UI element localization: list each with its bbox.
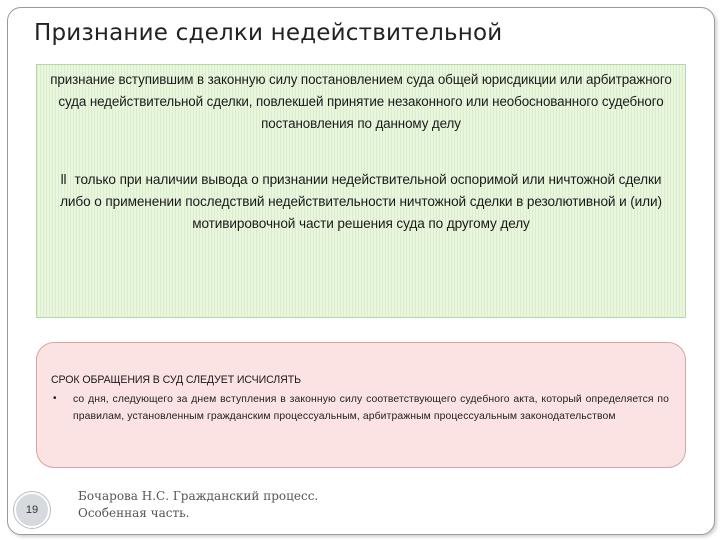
ground-paragraph-1: признание вступившим в законную силу постановлением суда общей юрисдикции или арбитражного суда недействительной сделки, повлекшей принятие незаконного или необоснованного судебного постановления по данному делу [50, 72, 672, 131]
page-number-badge [14, 492, 50, 528]
slide-title: Признание сделки недействительной [34, 20, 503, 46]
footer-citation [78, 488, 318, 522]
paragraph-marker: ll [60, 172, 67, 187]
deadline-text: со дня, следующего за днем вступления в законную силу соответствующего судебного акта, который определяется по правилам, установленным гражданским процессуальным, арбитражным процессуальным законодательством [73, 394, 669, 422]
ground-paragraph-2 [47, 169, 675, 235]
deadline-heading: СРОК ОБРАЩЕНИЯ В СУД СЛЕДУЕТ ИСЧИСЛЯТЬ [51, 374, 301, 386]
footer-line-2: Особенная часть. [78, 506, 190, 520]
ground-paragraph-2-text: только при наличии вывода о признании недействительной оспоримой или ничтожной сделки либо о применении последствий недействительности ничтожной сделки в резолютивной и (или) мотивировочной части решения суда по другому делу [60, 172, 662, 231]
page-number: 19 [25, 504, 39, 516]
footer-line-1: Бочарова Н.С. Гражданский процесс. [78, 489, 319, 503]
deadline-box [36, 342, 686, 468]
bullet-icon: • [53, 393, 57, 404]
ground-box [36, 64, 686, 318]
